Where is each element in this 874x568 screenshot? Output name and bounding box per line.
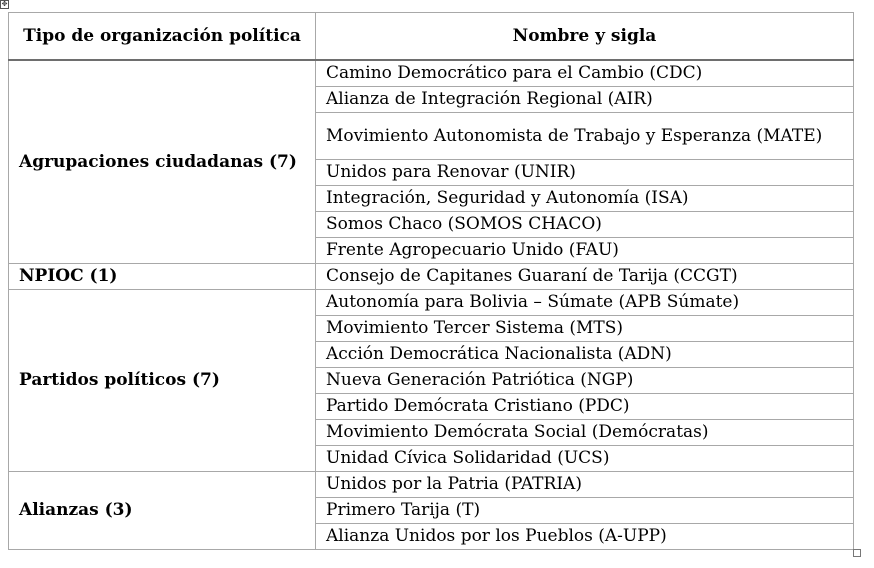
table-cell: Acción Democrática Nacionalista (ADN) [316,342,854,368]
table-cell: Integración, Seguridad y Autonomía (ISA) [316,186,854,212]
table-cell: Movimiento Autonomista de Trabajo y Esperanza (MATE) [316,113,854,160]
group-cell-partidos: Partidos políticos (7) [9,290,316,472]
table-cell: Movimiento Demócrata Social (Demócratas) [316,420,854,446]
table-cell: Frente Agropecuario Unido (FAU) [316,238,854,264]
table-cell: Partido Demócrata Cristiano (PDC) [316,394,854,420]
table-move-handle-icon[interactable]: ✥ [1,0,8,8]
table-cell: Somos Chaco (SOMOS CHACO) [316,212,854,238]
table-row [9,60,854,87]
table-cell: Unidos para Renovar (UNIR) [316,160,854,186]
table-cell: Alianza Unidos por los Pueblos (A-UPP) [316,524,854,550]
header-type: Tipo de organización política [9,13,316,61]
header-name: Nombre y sigla [316,13,854,61]
table-cell: Nueva Generación Patriótica (NGP) [316,368,854,394]
table-row [9,264,854,290]
group-cell-alianzas: Alianzas (3) [9,472,316,550]
table-row [9,472,854,498]
table-cell: Autonomía para Bolivia – Súmate (APB Súmate) [316,290,854,316]
table-cell: Consejo de Capitanes Guaraní de Tarija (CCGT) [316,264,854,290]
group-cell-npioc: NPIOC (1) [9,264,316,290]
table-resize-handle[interactable] [853,549,861,557]
organizations-table [8,12,854,550]
header-row [9,13,854,61]
table-cell: Camino Democrático para el Cambio (CDC) [316,60,854,87]
table-cell: Alianza de Integración Regional (AIR) [316,87,854,113]
table-cell: Unidos por la Patria (PATRIA) [316,472,854,498]
group-cell-agrupaciones: Agrupaciones ciudadanas (7) [9,60,316,264]
table-row [9,290,854,316]
table-cell: Primero Tarija (T) [316,498,854,524]
table-cell: Movimiento Tercer Sistema (MTS) [316,316,854,342]
table-cell: Unidad Cívica Solidaridad (UCS) [316,446,854,472]
